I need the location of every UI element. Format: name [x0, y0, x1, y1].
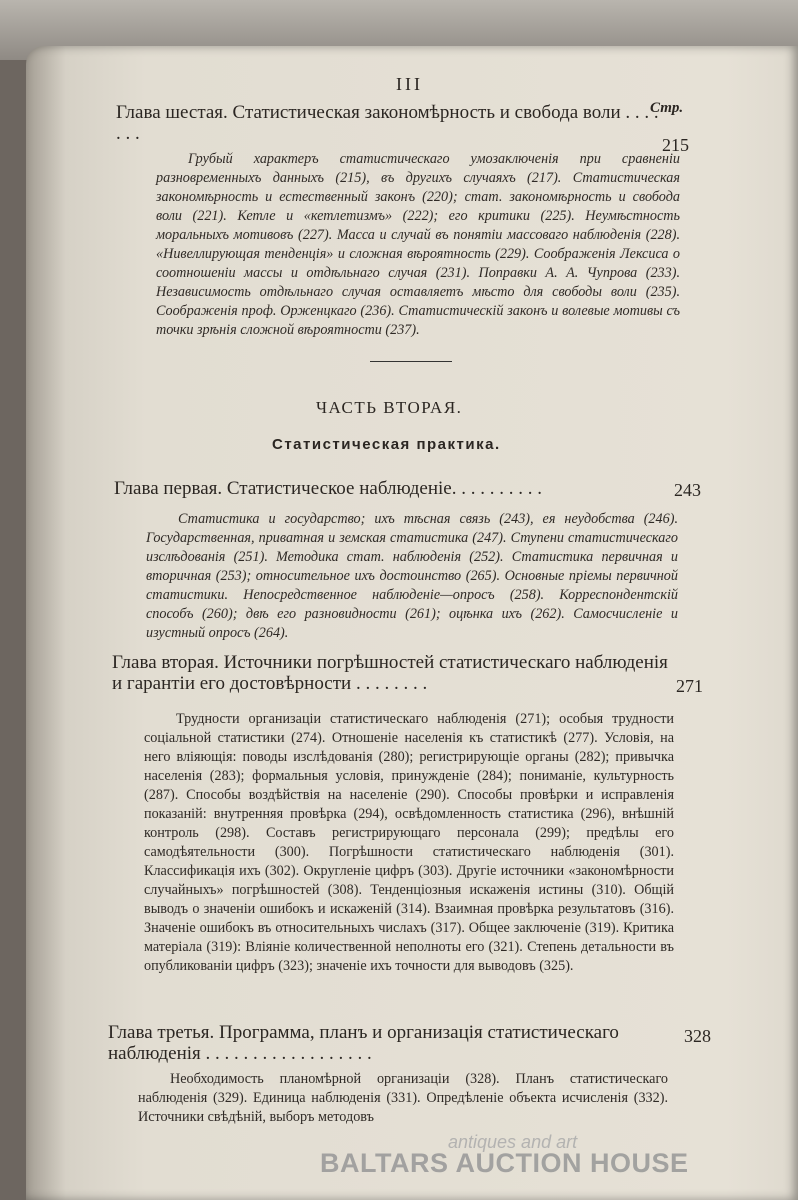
page-number: III — [396, 74, 423, 94]
watermark-logo-text: BALTARS AUCTION HOUSE — [320, 1148, 689, 1178]
chapter-page: 243 — [674, 480, 701, 500]
chapter-summary: Необходимость планомѣрной организаціи (328). Планъ статистическаго наблюденія (329). Единица наблюденія (331). Опредѣленіе объекта исчисленія (332). Источники свѣдѣній, выборъ методовъ — [138, 1071, 668, 1125]
chapter-heading: Глава шестая. Статистическая закономѣрность и свобода воли . . . . . . . — [116, 102, 659, 144]
part-subtitle: Статистическая практика. — [272, 436, 501, 453]
chapter-page: 215 — [662, 135, 689, 155]
chapter-heading: Глава вторая. Источники погрѣшностей статистическаго наблюденія и гарантіи его достовѣрности . . . . . . . . — [112, 652, 668, 694]
chapter-heading: Глава третья. Программа, планъ и организація статистическаго наблюденія . . . . . . . . . . . . . . . . . . — [108, 1022, 619, 1064]
part-title: ЧАСТЬ ВТОРАЯ. — [316, 398, 463, 417]
chapter-summary: Грубый характеръ статистическаго умозаключенія при сравненіи разновременныхъ данныхъ (215), въ другихъ случаяхъ (217). Статистическая закономѣрность и естественный законъ (220); стат. закономѣрность и свобода воли (221). Кетле и «кетлетизмъ» (222); его критики (225). Неумѣстность моральныхъ мотивовъ (227). Масса и случай въ понятіи массоваго наблюденія (228). «Нивеллирующая тенденція» и сложная вѣроятность (229). Соображенія Лексиса о соотношеніи массы и отдѣльнаго случая (231). Поправки А. А. Чупрова (233). Независимость отдѣльнаго случая оставляетъ мѣсто для свободы воли (235). Соображенія проф. Орженцкаго (236). Статистическій законъ и волевые мотивы съ точки зрѣнія сложной вѣроятности (237). — [156, 151, 680, 338]
page-column-header: Стр. — [650, 100, 684, 116]
chapter-page: 328 — [684, 1026, 711, 1046]
section-divider — [370, 361, 452, 362]
watermark-tagline: antiques and art — [448, 1132, 578, 1152]
chapter-heading: Глава первая. Статистическое наблюденіе. . . . . . . . . . — [114, 478, 542, 499]
chapter-summary: Статистика и государство; ихъ тѣсная связь (243), ея неудобства (246). Государственная, приватная и земская статистика (247). Ступени статистическаго изслѣдованія (251). Методика стат. наблюденія (252). Статистика первичная и вторичная (253); относительное ихъ достоинство (265). Основные пріемы первичной статистики. Непосредственное наблюденіе—опросъ (258). Корреспондентскій способъ (260); двѣ его разновидности (261); оцѣнка ихъ (262). Самосчисленіе и изустный опросъ (264). — [146, 511, 678, 641]
book-page — [26, 46, 798, 1200]
chapter-page: 271 — [676, 676, 703, 696]
auction-watermark — [320, 1132, 740, 1192]
chapter-summary: Трудности организаціи статистическаго наблюденія (271); особыя трудности соціальной статистики (274). Отношеніе населенія къ статистикѣ (277). Условія, на него вліяющія: поводы изслѣдованія (280); регистрирующіе органы (282); привычка населенія (283); формальныя условія, принужденіе (284); пониманіе, культурность (287). Способы воздѣйствія на населеніе (290). Способы провѣрки и исправленія показаній: внутренняя провѣрка (294), освѣдомленность статистика (296), внѣшній контроль (298). Составъ регистрирующаго персонала (299); предѣлы его самодѣятельности (300). Погрѣшности статистическаго наблюденія (301). Классификація ихъ (302). Округленіе цифръ (303). Другіе источники «закономѣрности случайныхъ» погрѣшностей (308). Тенденціозныя искаженія истины (310). Общій выводъ о значеніи ошибокъ и искаженій (314). Взаимная провѣрка результатовъ (316). Значеніе ошибокъ въ относительныхъ числахъ (317). Общее заключеніе (319). Критика матеріала (319): Вліяніе количественной неполноты его (321). Степень детальности въ опубликованіи цифръ (323); значеніе ихъ точности для выводовъ (325). — [144, 711, 674, 974]
